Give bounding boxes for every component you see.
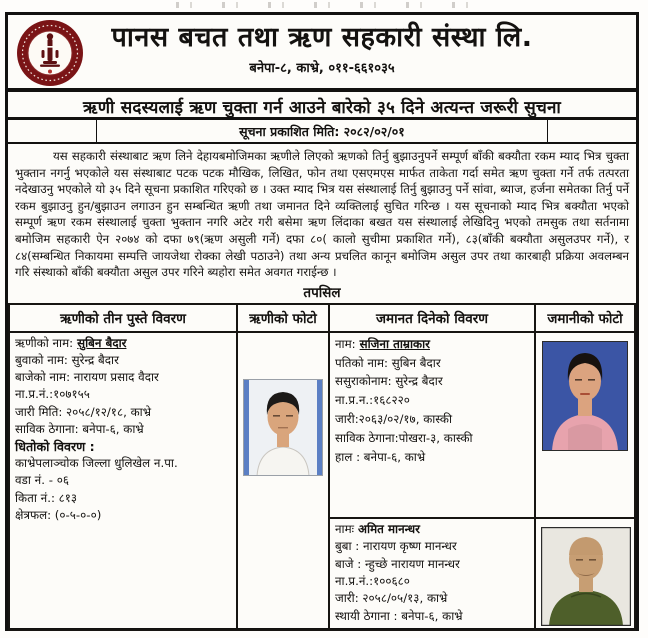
header-guarantor-photo: जमानीको फोटो <box>535 304 635 332</box>
borrower-details-table <box>8 303 636 631</box>
borrower-name: सुबिन बैदार <box>77 335 127 350</box>
detail-line: जारी मिति: २०५८/१२/१८, काभ्रे <box>15 404 151 419</box>
borrower-photo-cell <box>237 332 329 630</box>
detail-line: काभ्रेपलाञ्चोक जिल्ला धुलिखेल न.पा. <box>15 456 178 471</box>
guarantor1-photo-cell <box>535 332 635 518</box>
detail-line: हाल : बनेपा-६, काभ्रे <box>335 449 426 464</box>
guarantor1-detail-lines <box>335 354 529 467</box>
guarantor2-details-cell <box>329 518 535 630</box>
detail-line: वडा नं. - ०६ <box>15 473 69 488</box>
header-guarantor-details: जमानत दिनेको विवरण <box>329 304 535 332</box>
guarantor1-details-cell <box>329 332 535 518</box>
detail-line: जारी: २०५८/०५/१३, काभ्रे <box>335 591 448 606</box>
borrower-name-line <box>15 335 231 352</box>
notice-title-banner: ऋणी सदस्यलाई ऋण चुक्ता गर्न आउने बारेको ३५ दिने अत्यन्त जरूरी सुचना <box>8 92 636 120</box>
detail-line: बाजेको नाम: नारायण प्रसाद वैदार <box>15 370 159 385</box>
detail-line: पतिको नाम: सुबिन बैदार <box>335 355 441 370</box>
cooperative-seal-logo <box>16 19 84 87</box>
collateral-lines <box>15 455 231 524</box>
detail-line: ना.प्र.नं.:१०७१५५ <box>15 387 90 402</box>
guarantor1-photo <box>542 341 628 451</box>
guarantor1-name-line <box>335 335 529 354</box>
header-borrower-photo: ऋणीको फोटो <box>237 304 329 332</box>
detail-line: बाजे : न्हुच्छे नारायण मानन्धर <box>335 556 460 571</box>
notice-document <box>5 12 639 631</box>
borrower-photo <box>243 379 323 476</box>
detail-line: क्षेत्रफल: (०-५-०-०) <box>15 507 102 522</box>
detail-line: साविक ठेगाना: बनेपा-६, काभ्रे <box>15 421 144 436</box>
borrower-detail-lines <box>15 352 231 438</box>
table-header-row <box>9 304 635 332</box>
guarantor2-detail-lines <box>335 538 529 625</box>
detail-line: ना.प्र.नं.:१००६८० <box>335 573 410 588</box>
guarantor2-name-label: नामः <box>335 521 355 536</box>
detail-line: ना.प्र.न.:१६८२२० <box>335 393 410 408</box>
publish-date-row <box>8 120 636 144</box>
publish-date: सूचना प्रकाशित मिति: २०८२/०२/०१ <box>96 120 548 142</box>
borrower-details-cell <box>9 332 237 630</box>
detail-line: जारी:२०६३/०२/१७, कास्की <box>335 411 453 426</box>
guarantor1-name: सजिना ताम्राकार <box>359 336 430 351</box>
detail-line: किता नं.: ८१३ <box>15 490 78 505</box>
notice-body: यस सहकारी संस्थाबाट ऋण लिने देहायबमोजिमका ऋणीले लिएको ऋणको तिर्नु बुझाउनुपर्ने सम्पूर्ण बाँकी बक्यौता रकम म्याद भित्र चुक्ता भुक्तान नगर्नु भएकोले यस संस्थाबाट पटक पटक मौखिक, लिखित, फोन तथा एसएमएस मार्फत ताकेता गर्दा समेत ऋण चुक्ता गर्ने तर्फ तत्परता नदेखाउनु भएकोले यो ३५ दिने सूचना प्रकाशित गरिएको छ । उक्त म्याद भित्र यस संस्थालाई तिर्नु बुझाउनु पर्ने सांवा, ब्याज, हर्जना समेतका तिर्नु पर्ने रकम बुझाउनु हुन/बुझाउन लगाउन हुन सम्बन्धित ऋणी तथा जमानत दिने व्यक्तिलाई सुचित गरिन्छ । यस सूचनाको म्याद भित्र बक्यौता भएको सम्पूर्ण ऋण रकम संस्थालाई चुक्ता भुक्तान नगरि अटेर गरी बसेमा ऋण लिंदाका बखत यस संस्थालाई लेखिदिनु भएको तमसुक तथा सर्तनामा बमोजिम सहकारी ऐन २०७४ को दफा ७९(ऋण असुली गर्ने) दफा ८०( कालो सुचीमा प्रकाशित गर्ने), ८३(बाँकी बक्यौता असुलउपर गर्ने), र ८४(सम्बन्धित निकायमा सम्पत्ति जायजेथा रोक्का लेखी पठाउने) तथा अन्य प्रचलित कानून बमोजिम असुल उपर तथा कारबाही प्रक्रिया अवलम्बन गरि संस्थाको बाँकी बक्यौता असुल उपर गरिने ब्यहोरा समेत अवगत गराईन्छ । <box>15 149 629 280</box>
borrower-name-label: ऋणीको नाम: <box>15 335 74 350</box>
seal-icon <box>16 19 84 87</box>
detail-line: बुवाको नाम: सुरेन्द्र बैदार <box>15 352 119 367</box>
table-row <box>9 332 635 518</box>
organization-address: बनेपा-८, काभ्रे, ०११-६६१०३५ <box>249 61 395 76</box>
detail-line: ससुराकोनाम: सुरेन्द्र बैदार <box>335 374 443 389</box>
guarantor1-name-label: नाम: <box>335 336 356 351</box>
guarantor2-name-line <box>335 521 529 538</box>
guarantor2-photo-cell <box>535 518 635 630</box>
detail-line: स्थायी ठेगाना : बनेपा-६, काभ्रे <box>335 608 463 623</box>
header-borrower-details: ऋणीको तीन पुस्ते विवरण <box>9 304 237 332</box>
organization-name: पानस बचत तथा ऋण सहकारी संस्था लि. <box>111 22 533 53</box>
collateral-heading: धितोको विवरण : <box>15 438 95 454</box>
guarantor2-name: अमित मानन्धर <box>358 521 421 536</box>
guarantor2-photo <box>541 527 631 626</box>
cropped-text-top-edge <box>160 2 490 8</box>
detail-line: साविक ठेगाना:पोखरा-३, कास्की <box>335 430 473 445</box>
tapasil-heading: तपसिल <box>303 284 341 301</box>
document-header <box>8 15 636 92</box>
detail-line: बुबा : नारायण कृष्ण मानन्धर <box>335 539 457 554</box>
